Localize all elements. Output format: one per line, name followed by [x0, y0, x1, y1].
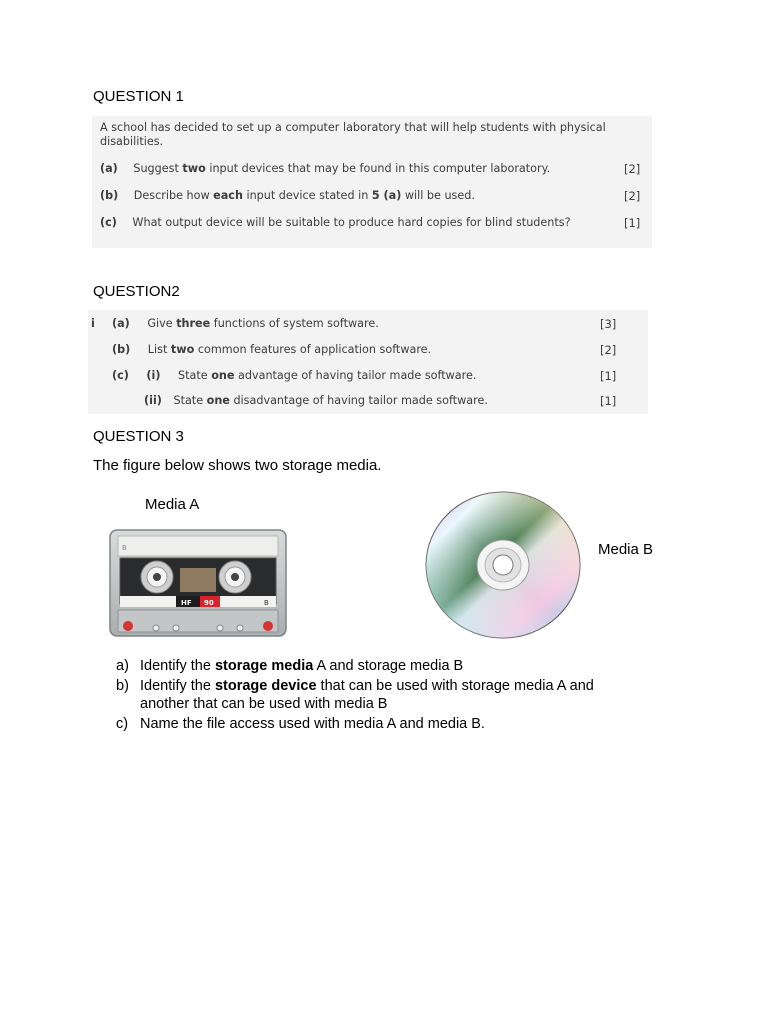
question-1-scan — [92, 116, 652, 248]
q2-part-c-i-marks: [1] — [600, 369, 617, 383]
q2-part-c-ii: (ii) State one disadvantage of having tailor made software. — [144, 394, 488, 407]
q1-part-c-marks: [1] — [624, 216, 641, 230]
q3-item-c: c) Name the file access used with media A and media B. — [116, 716, 485, 732]
cassette-brand: HF — [181, 599, 192, 607]
list-letter: b) — [116, 678, 129, 694]
media-b-label: Media B — [598, 541, 654, 558]
cassette-reel-right — [219, 561, 251, 593]
q2-part-a-marks: [3] — [600, 317, 617, 331]
q1-intro-line2: disabilities. — [100, 135, 164, 148]
q2-part-b: (b) List two common features of application software. — [112, 343, 432, 356]
q1-intro-line1: A school has decided to set up a computer laboratory that will help students with physical — [100, 121, 606, 134]
q3-item-b: b) Identify the storage device that can be used with storage media A and another that can be used with media B — [116, 678, 594, 712]
q2-stray-mark: i — [91, 317, 95, 330]
cassette-top-letter: B — [122, 544, 127, 552]
list-letter: c) — [116, 716, 129, 732]
question-3-intro: The figure below shows two storage media. — [93, 457, 382, 474]
q2-part-c-i: (c) (i) State one advantage of having tailor made software. — [112, 369, 477, 382]
list-letter: a) — [116, 658, 129, 674]
compact-disc-image — [424, 491, 582, 641]
media-a-label: Media A — [145, 496, 200, 513]
question-2-scan — [88, 310, 648, 414]
q1-part-a: (a) Suggest two input devices that may be found in this computer laboratory. — [100, 162, 551, 175]
question-1-title: QUESTION 1 — [93, 88, 184, 105]
cassette-tape-image — [108, 528, 288, 638]
q1-part-b: (b) Describe how each input device stated in 5 (a) will be used. — [100, 189, 475, 202]
cassette-length: 90 — [204, 599, 214, 607]
question-2-title: QUESTION2 — [93, 283, 180, 300]
part-label: (a) — [100, 162, 118, 175]
q1-part-b-marks: [2] — [624, 189, 641, 203]
q2-part-c-ii-marks: [1] — [600, 394, 617, 408]
q3-item-a: a) Identify the storage media A and storage media B — [116, 658, 464, 674]
cassette-side: B — [264, 599, 269, 607]
cassette-reel-left — [141, 561, 173, 593]
q2-part-b-marks: [2] — [600, 343, 617, 357]
q1-part-c: (c) What output device will be suitable to produce hard copies for blind students? — [100, 216, 571, 229]
q1-part-a-marks: [2] — [624, 162, 641, 176]
q2-part-a: (a) Give three functions of system software. — [112, 317, 379, 330]
question-3-title: QUESTION 3 — [93, 428, 184, 445]
